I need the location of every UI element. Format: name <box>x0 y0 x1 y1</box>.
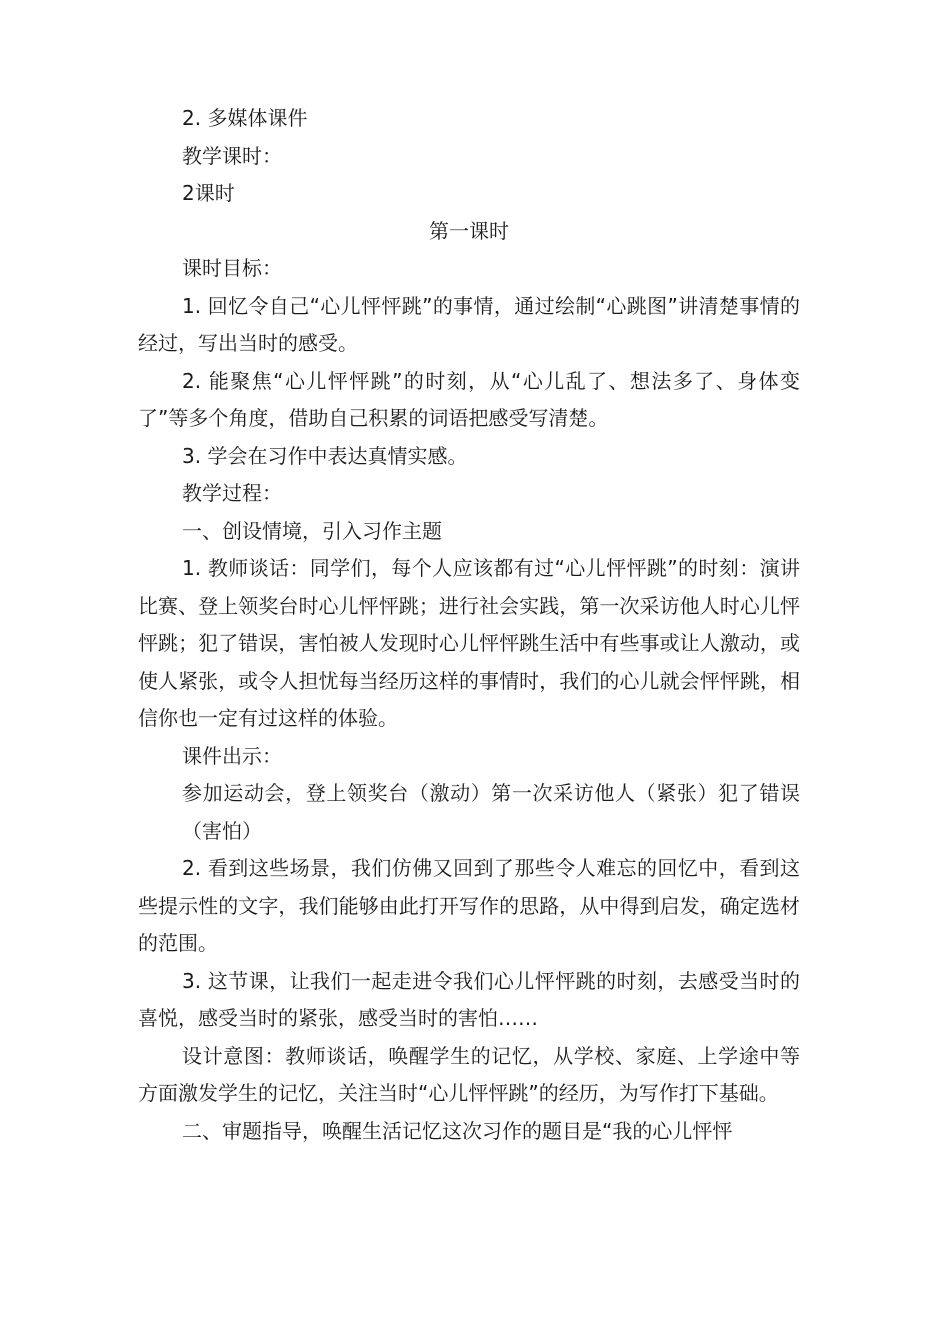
paragraph: 2. 多媒体课件 <box>182 106 308 130</box>
paragraph: 设计意图：教师谈话，唤醒学生的记忆，从学校、家庭、上学途中等方面激发学生的记忆，关注当时“心儿怦怦跳”的经历，为写作打下基础。 <box>138 1043 800 1105</box>
paragraph: 2. 看到这些场景，我们仿佛又回到了那些令人难忘的回忆中，看到这些提示性的文字，我们能够由此打开写作的思路，从中得到启发，确定选材的范围。 <box>138 856 800 955</box>
paragraph: 教学课时： <box>182 143 282 168</box>
paragraph: 2课时 <box>182 181 235 205</box>
paragraph: 3. 学会在习作中表达真情实感。 <box>182 443 468 468</box>
paragraph: 一、创设情境，引入习作主题 <box>182 518 442 543</box>
paragraph: 1. 回忆令自己“心儿怦怦跳”的事情，通过绘制“心跳图”讲清楚事情的经过，写出当时的感受。 <box>138 293 800 355</box>
paragraph: 参加运动会，登上领奖台（激动）第一次采访他人（紧张）犯了错误（害怕） <box>182 781 800 843</box>
section-heading: 第一课时 <box>429 218 509 243</box>
paragraph: 课件出示： <box>182 743 282 768</box>
paragraph: 2. 能聚焦“心儿怦怦跳”的时刻，从“心儿乱了、想法多了、身体变了”等多个角度，借助自己积累的词语把感受写清楚。 <box>138 368 800 430</box>
paragraph: 1. 教师谈话：同学们，每个人应该都有过“心儿怦怦跳”的时刻：演讲比赛、登上领奖台时心儿怦怦跳；进行社会实践，第一次采访他人时心儿怦怦跳；犯了错误，害怕被人发现时心儿怦怦跳生活中有些事或让人激动，或使人紧张，或令人担忧每当经历这样的事情时，我们的心儿就会怦怦跳，相信你也一定有过这样的体验。 <box>138 556 800 730</box>
paragraph: 二、审题指导，唤醒生活记忆这次习作的题目是“我的心儿怦怦 <box>182 1118 733 1143</box>
paragraph: 课时目标： <box>182 256 282 280</box>
paragraph: 教学过程： <box>182 481 282 505</box>
document-body <box>138 100 800 1150</box>
paragraph: 3. 这节课，让我们一起走进令我们心儿怦怦跳的时刻，去感受当时的喜悦，感受当时的紧张，感受当时的害怕…… <box>138 968 800 1030</box>
